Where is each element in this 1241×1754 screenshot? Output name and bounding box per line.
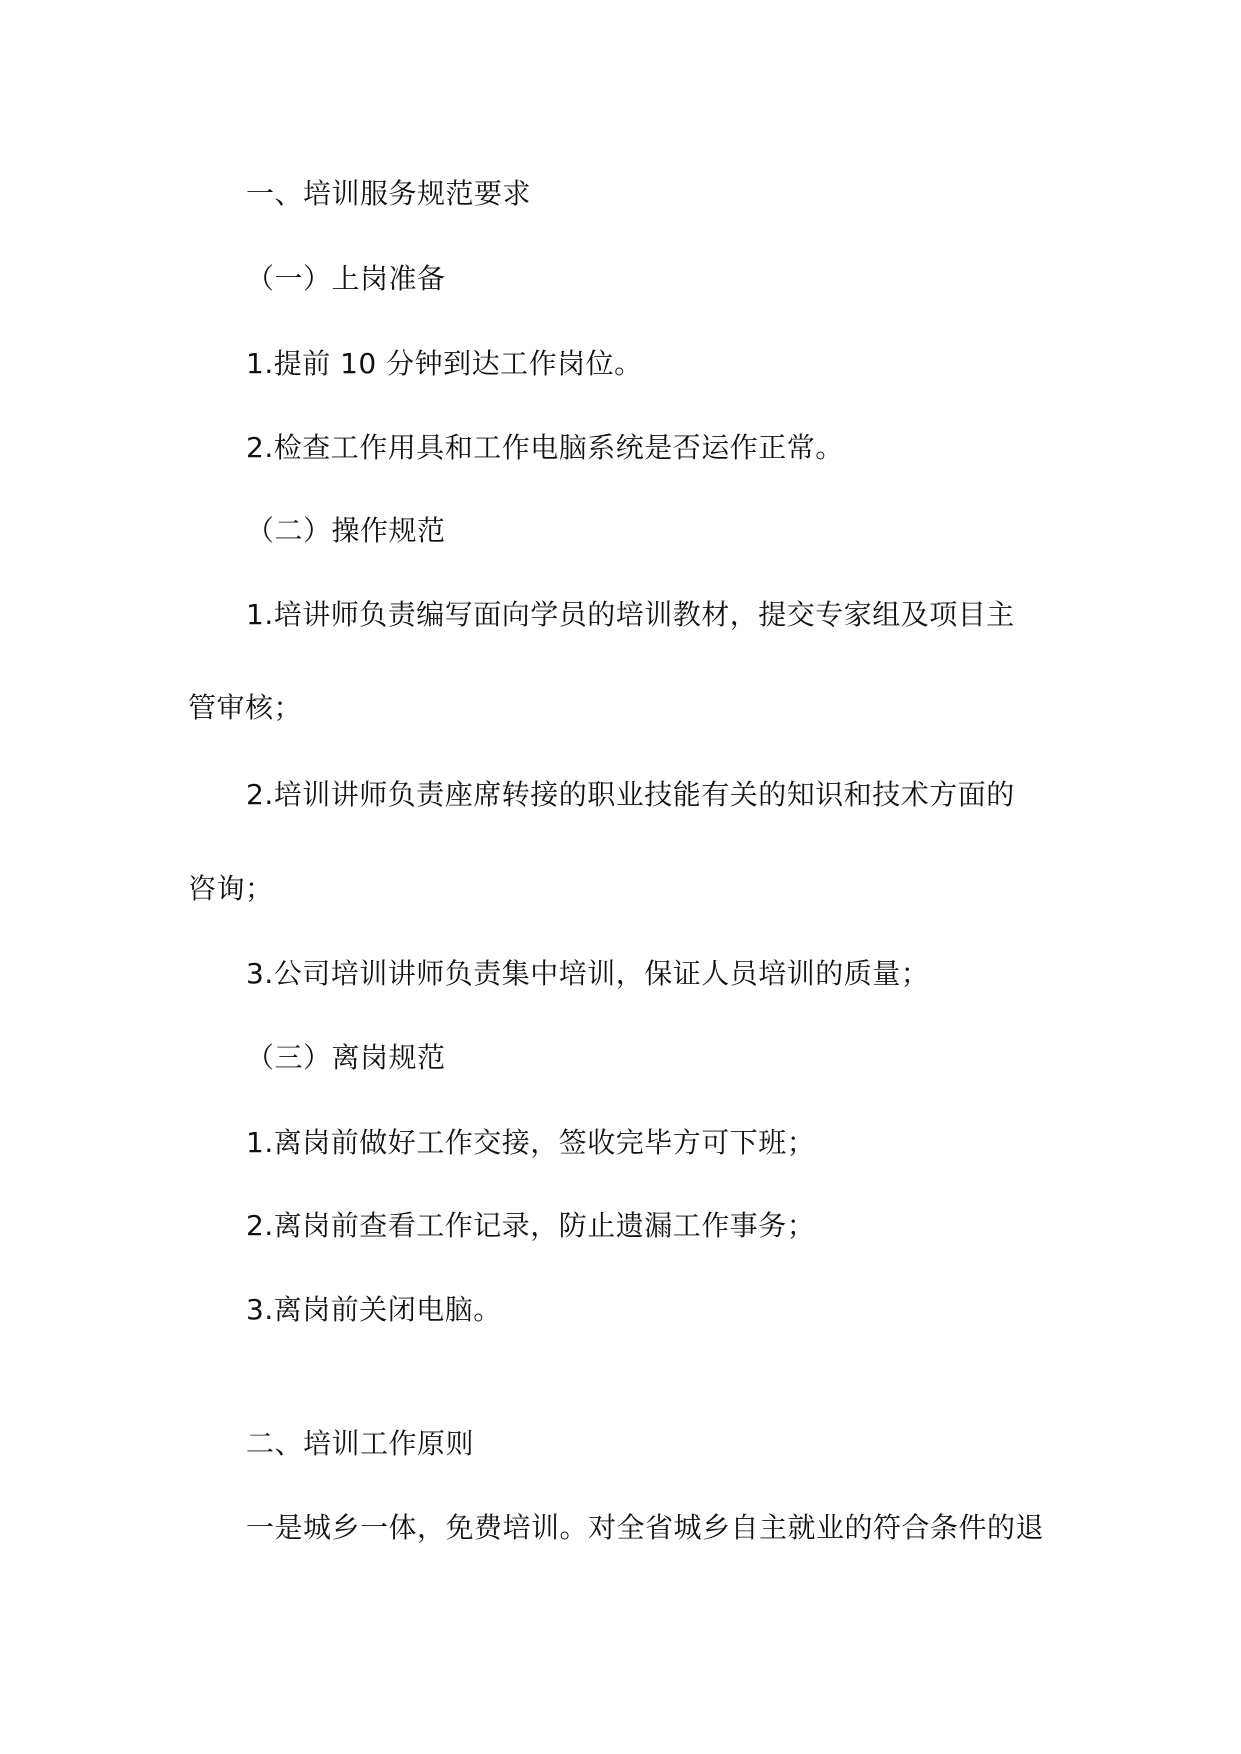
list-item: 2.离岗前查看工作记录，防止遗漏工作事务； [246,1209,816,1242]
list-item: 1.离岗前做好工作交接，签收完毕方可下班； [246,1126,816,1159]
list-item: 1.培讲师负责编写面向学员的培训教材，提交专家组及项目主 [246,598,1015,631]
subsection-heading-2: （二）操作规范 [246,514,446,547]
section-heading-1: 一、培训服务规范要求 [246,177,532,210]
list-item: 3.离岗前关闭电脑。 [246,1293,502,1326]
section-heading-2: 二、培训工作原则 [246,1427,475,1460]
list-item: 1.提前 10 分钟到达工作岗位。 [246,347,643,380]
list-item: 2.培训讲师负责座席转接的职业技能有关的知识和技术方面的 [246,778,1015,811]
list-item: 3.公司培训讲师负责集中培训，保证人员培训的质量； [246,957,930,990]
paragraph: 一是城乡一体，免费培训。对全省城乡自主就业的符合条件的退 [246,1511,1045,1544]
list-item: 2.检查工作用具和工作电脑系统是否运作正常。 [246,431,844,464]
list-item-continuation: 咨询； [188,872,274,905]
subsection-heading-3: （三）离岗规范 [246,1041,446,1074]
subsection-heading-1: （一）上岗准备 [246,262,446,295]
list-item-continuation: 管审核； [188,691,303,724]
